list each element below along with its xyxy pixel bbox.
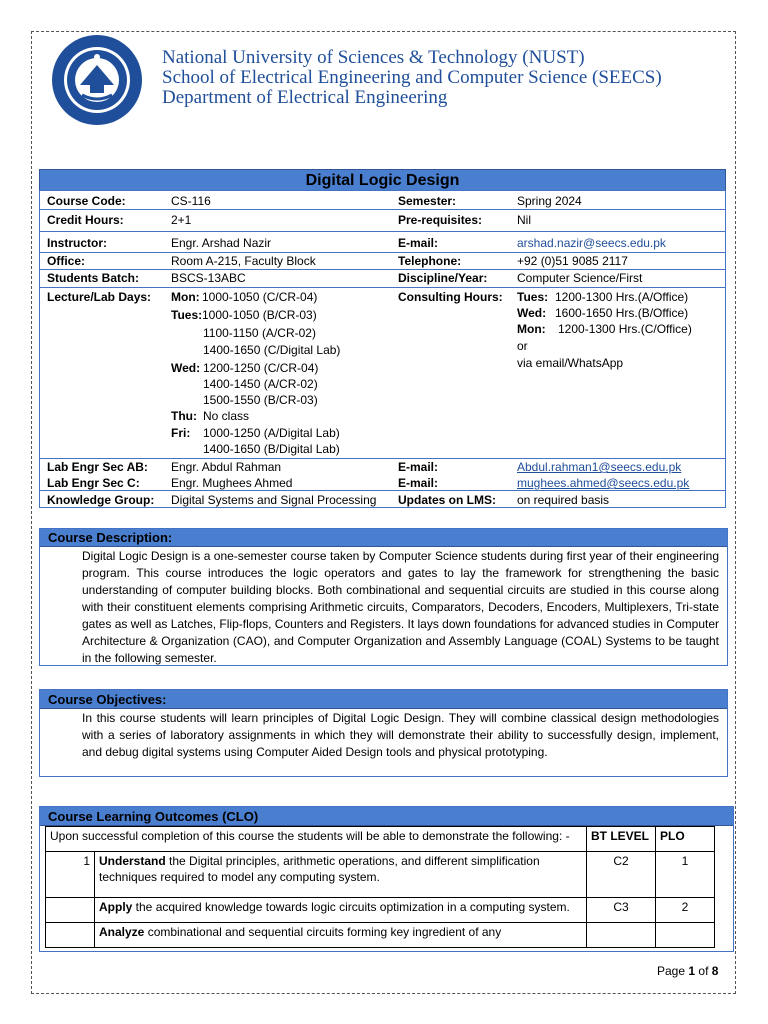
fri-slot-2: 1400-1650 (B/Digital Lab): [203, 442, 340, 456]
clo-intro: Upon successful completion of this course the students will be able to demonstrate the following: -: [46, 827, 587, 852]
credit-label: Credit Hours:: [47, 213, 124, 227]
consult-tues-value: 1200-1300 Hrs.(A/Office): [555, 290, 689, 304]
course-objectives-text: In this course students will learn principles of Digital Logic Design. They will combine classical design methodologies with a series of laboratory assignments in which they will demonstrate their ability to successfully design, implement, and debug digital systems using Computer Aided Design tools and physical prototyping.: [82, 711, 719, 759]
clo-row-text: Understand the Digital principles, arithmetic operations, and different simplification techniques required to model any computing system.: [95, 851, 587, 897]
prereq-value: Nil: [517, 213, 531, 227]
kg-value: Digital Systems and Signal Processing: [171, 493, 377, 507]
clo-row-text: Apply the acquired knowledge towards logic circuits optimization in a computing system.: [95, 898, 587, 923]
instructor-label: Instructor:: [47, 236, 107, 250]
instructor-email-link[interactable]: arshad.nazir@seecs.edu.pk: [517, 236, 666, 250]
lab-c-label: Lab Engr Sec C:: [47, 476, 140, 490]
consult-tues-label: Tues:: [517, 290, 549, 304]
tues-slot-3: 1400-1650 (C/Digital Lab): [203, 343, 341, 357]
lab-ab-value: Engr. Abdul Rahman: [171, 460, 282, 474]
clo-row-plo: 1: [656, 851, 715, 897]
clo-row: [46, 923, 715, 948]
lab-ab-email-link[interactable]: Abdul.rahman1@seecs.edu.pk: [517, 460, 682, 474]
semester-value: Spring 2024: [517, 194, 582, 208]
batch-label: Students Batch:: [47, 271, 140, 285]
code-value: CS-116: [171, 194, 211, 208]
wed-slot-2: 1400-1450 (A/CR-02): [203, 377, 318, 391]
discipline-value: Computer Science/First: [517, 271, 643, 285]
lab-ab-label: Lab Engr Sec AB:: [47, 460, 148, 474]
mon-label: Mon:: [171, 290, 200, 304]
course-description-heading: Course Description:: [40, 529, 727, 547]
lab-ab-email-label: E-mail:: [398, 460, 439, 474]
clo-row-bt: [587, 923, 656, 948]
lms-value: on required basis: [517, 493, 610, 507]
lab-c-email-link[interactable]: mughees.ahmed@seecs.edu.pk: [517, 476, 690, 490]
page-number: Page 1 of 8: [657, 964, 719, 978]
nust-logo: [50, 33, 144, 127]
fri-label: Fri:: [171, 426, 191, 440]
credit-value: 2+1: [171, 213, 192, 227]
course-description-text: Digital Logic Design is a one-semester course taken by Computer Science students during first year of their engineering program. This course introduces the logic operators and gates to lay the framework for strengthening the basic understanding of computer building blocks. Both combinational and sequential circuits are studied in this course along with their constituent elements comprising Arithmetic circuits, Comparators, Decoders, Encoders, Multiplexers, Tri-state gates as well as Latches, Flip-flops, Counters and Registers. It lays down foundations for advanced studies in Computer Architecture & Organization (CAO), and Computer Organization and Assembly Language (COAL) Systems to be taught in the following semester.: [82, 549, 720, 665]
lab-c-email-label: E-mail:: [398, 476, 439, 490]
school-name: School of Electrical Engineering and Computer Science (SEECS): [162, 67, 662, 88]
thu-label: Thu:: [171, 409, 197, 423]
telephone-value: +92 (0)51 9085 2117: [517, 254, 628, 268]
lab-c-value: Engr. Mughees Ahmed: [171, 476, 293, 490]
instructor-value: Engr. Arshad Nazir: [171, 236, 272, 250]
thu-slot-1: No class: [203, 409, 250, 423]
consult-mon-value: 1200-1300 Hrs.(C/Office): [558, 322, 692, 336]
wed-label: Wed:: [171, 361, 201, 375]
department-name: Department of Electrical Engineering: [162, 87, 448, 108]
consult-wed-label: Wed:: [517, 306, 547, 320]
consult-email: via email/WhatsApp: [517, 356, 624, 370]
mon-slot-1: 1000-1050 (C/CR-04): [202, 290, 318, 304]
clo-plo-header: PLO: [656, 827, 715, 852]
kg-label: Knowledge Group:: [47, 493, 155, 507]
semester-label: Semester:: [398, 194, 457, 208]
clo-row-number: 1: [46, 851, 95, 897]
office-label: Office:: [47, 254, 86, 268]
email-label: E-mail:: [398, 236, 439, 250]
consulting-label: Consulting Hours:: [398, 290, 503, 304]
consult-wed-value: 1600-1650 Hrs.(B/Office): [555, 306, 689, 320]
batch-value: BSCS-13ABC: [171, 271, 246, 285]
course-info-table: [39, 190, 726, 508]
clo-header-row: [46, 827, 715, 852]
clo-row-plo: 2: [656, 898, 715, 923]
clo-row-number: [46, 923, 95, 948]
clo-row-bt: C3: [587, 898, 656, 923]
wed-slot-3: 1500-1550 (B/CR-03): [203, 393, 318, 407]
code-label: Course Code:: [47, 194, 126, 208]
clo-row: [46, 851, 715, 897]
clo-row-bt: C2: [587, 851, 656, 897]
lms-label: Updates on LMS:: [398, 493, 496, 507]
clo-row-number: [46, 898, 95, 923]
clo-table: [45, 826, 715, 948]
tues-label: Tues:: [171, 308, 203, 322]
row-code: [40, 191, 725, 210]
clo-row-plo: [656, 923, 715, 948]
university-name: National University of Sciences & Technology (NUST): [162, 47, 585, 68]
course-objectives-section: [39, 689, 728, 777]
prereq-label: Pre-requisites:: [398, 213, 483, 227]
clo-row-text: Analyze combinational and sequential circuits forming key ingredient of any: [95, 923, 587, 948]
lecture-days-label: Lecture/Lab Days:: [47, 290, 152, 304]
telephone-label: Telephone:: [398, 254, 462, 268]
fri-slot-1: 1000-1250 (A/Digital Lab): [203, 426, 340, 440]
course-objectives-heading: Course Objectives:: [40, 690, 727, 709]
clo-row: [46, 898, 715, 923]
clo-bt-header: BT LEVEL: [587, 827, 656, 852]
consult-or: or: [517, 339, 528, 353]
course-description-section: [39, 528, 728, 666]
wed-slot-1: 1200-1250 (C/CR-04): [203, 361, 319, 375]
row-credit: [40, 210, 725, 232]
course-title: Digital Logic Design: [39, 169, 726, 191]
clo-heading: Course Learning Outcomes (CLO): [40, 807, 733, 826]
tues-slot-2: 1100-1150 (A/CR-02): [203, 326, 316, 340]
office-value: Room A-215, Faculty Block: [171, 254, 316, 268]
tues-slot-1: 1000-1050 (B/CR-03): [202, 308, 317, 322]
consult-mon-label: Mon:: [517, 322, 546, 336]
discipline-label: Discipline/Year:: [398, 271, 488, 285]
